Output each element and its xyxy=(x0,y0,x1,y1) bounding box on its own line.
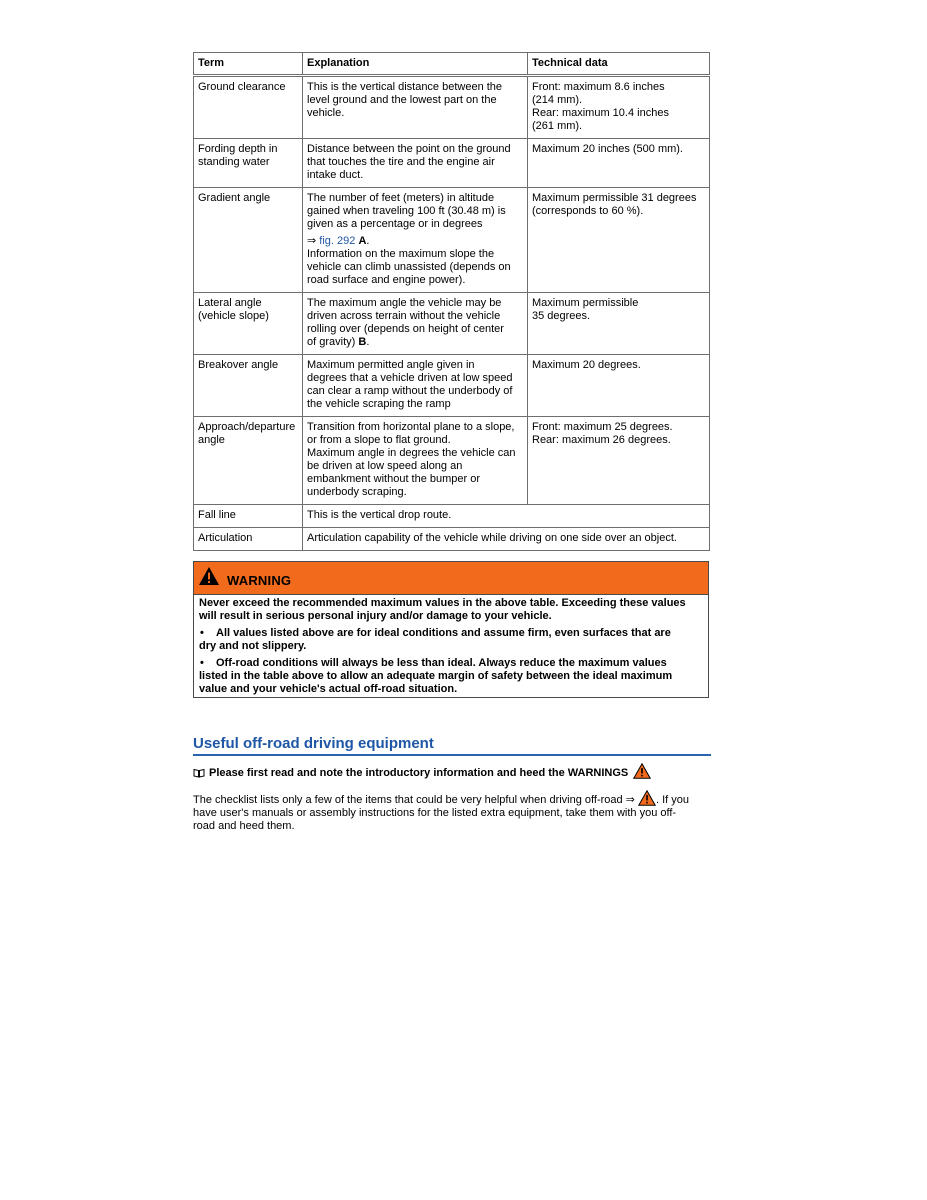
explanation-line: Transition from horizontal plane to a slope, xyxy=(307,421,515,433)
technical-data-cell xyxy=(528,355,710,417)
warning-intro-line: Never exceed the recommended maximum values in the above table. Exceeding these values xyxy=(199,597,686,609)
explanation-line: can clear a ramp without the underbody of xyxy=(307,385,513,397)
explanation-line: The maximum angle the vehicle may be xyxy=(307,297,502,309)
figure-ref-end: . xyxy=(366,235,370,247)
explanation-line: gained when traveling 100 ft (30.48 m) is xyxy=(307,205,506,217)
data-line: (261 mm). xyxy=(532,120,583,132)
paragraph-line xyxy=(193,790,711,807)
data-line: Maximum 20 degrees. xyxy=(532,359,641,371)
table-header-row xyxy=(194,53,710,76)
data-line: Maximum permissible xyxy=(532,297,639,309)
warning-bullet xyxy=(199,627,703,653)
term-cell xyxy=(194,293,303,355)
explanation-line xyxy=(307,336,523,349)
explanation-line: intake duct. xyxy=(307,169,364,181)
term-text: Ground clearance xyxy=(198,81,286,93)
explanation-line: vehicle. xyxy=(307,107,345,119)
explanation-line: Maximum angle in degrees the vehicle can xyxy=(307,447,516,459)
figure-reference xyxy=(307,235,523,248)
figure-link[interactable]: fig. 292 xyxy=(319,235,356,247)
term-text: angle xyxy=(198,434,225,446)
technical-data-cell xyxy=(528,76,710,139)
term-cell xyxy=(194,76,303,139)
term-cell xyxy=(194,188,303,293)
explanation-cell xyxy=(303,76,528,139)
term-cell xyxy=(194,417,303,505)
section-heading xyxy=(193,734,711,756)
data-line: (corresponds to 60 %). xyxy=(532,205,644,217)
table-row xyxy=(194,355,710,417)
warning-bullet-text: All values listed above are for ideal conditions and assume firm, even surfaces that are xyxy=(216,627,671,639)
book-icon xyxy=(193,768,205,778)
bullet-symbol: • xyxy=(200,627,204,639)
warning-triangle-icon[interactable] xyxy=(638,790,656,806)
explanation-cell xyxy=(303,188,528,293)
explanation-line: road surface and engine power). xyxy=(307,274,466,286)
warning-intro xyxy=(199,597,703,623)
data-line: Front: maximum 25 degrees. xyxy=(532,421,673,433)
term-text: Breakover angle xyxy=(198,359,279,371)
term-cell xyxy=(194,355,303,417)
technical-data-cell xyxy=(528,188,710,293)
explanation-line: the vehicle scraping the ramp xyxy=(307,398,451,410)
warning-bullet xyxy=(199,657,703,696)
table-row xyxy=(194,417,710,505)
explanation-cell xyxy=(303,505,710,528)
explanation-cell xyxy=(303,293,528,355)
table-row xyxy=(194,505,710,528)
data-line: Rear: maximum 26 degrees. xyxy=(532,434,671,446)
term-cell xyxy=(194,505,303,528)
warning-body xyxy=(194,595,708,696)
term-cell xyxy=(194,528,303,551)
checklist-paragraph xyxy=(193,790,711,833)
data-line: Front: maximum 8.6 inches xyxy=(532,81,665,93)
explanation-cell xyxy=(303,528,710,551)
explanation-line: Distance between the point on the ground xyxy=(307,143,511,155)
term-text: Lateral angle xyxy=(198,297,262,309)
explanation-line: rolling over (depends on height of center xyxy=(307,323,504,335)
technical-data-cell xyxy=(528,293,710,355)
warning-bullet-line xyxy=(199,627,703,640)
explanation-line: This is the vertical distance between the xyxy=(307,81,503,93)
warning-bullet-text: Off-road conditions will always be less than ideal. Always reduce the maximum values xyxy=(216,657,667,669)
term-text: Fording depth in xyxy=(198,143,278,155)
warning-triangle-icon[interactable] xyxy=(633,763,651,779)
explanation-line: Articulation capability of the vehicle while driving on one side over an object. xyxy=(307,532,677,544)
explanation-line: driven across terrain without the vehicle xyxy=(307,310,501,322)
explanation-tail-end: . xyxy=(366,336,370,348)
explanation-line: The number of feet (meters) in altitude xyxy=(307,192,495,204)
explanation-line: be driven at low speed along an xyxy=(307,460,463,472)
explanation-cell xyxy=(303,139,528,188)
table-row xyxy=(194,188,710,293)
reference-arrow: ⇒ xyxy=(307,235,317,247)
explanation-line: degrees that a vehicle driven at low speed xyxy=(307,372,513,384)
intro-note-text: Please first read and note the introductory information and heed the WARNINGS xyxy=(209,767,629,779)
warning-title: WARNING xyxy=(227,573,292,588)
explanation-cell xyxy=(303,417,528,505)
data-line: Maximum 20 inches (500 mm). xyxy=(532,143,683,155)
term-text: (vehicle slope) xyxy=(198,310,269,322)
warning-triangle-icon xyxy=(198,566,220,586)
section-title-text: Useful off-road driving equipment xyxy=(193,735,434,752)
warning-intro-line: will result in serious personal injury and/or damage to your vehicle. xyxy=(199,610,552,622)
explanation-line: or from a slope to flat ground. xyxy=(307,434,451,446)
term-cell xyxy=(194,139,303,188)
data-line: (214 mm). xyxy=(532,94,583,106)
explanation-line: level ground and the lowest part on the xyxy=(307,94,497,106)
header-technical-data: Technical data xyxy=(528,53,710,76)
explanation-line: given as a percentage or in degrees xyxy=(307,218,483,230)
intro-note xyxy=(193,763,713,783)
explanation-line: Information on the maximum slope the xyxy=(307,248,495,260)
paragraph-line: road and heed them. xyxy=(193,820,295,832)
table-row xyxy=(194,139,710,188)
paragraph-line: have user's manuals or assembly instructions for the listed extra equipment, take them with you off- xyxy=(193,807,677,819)
term-text: Gradient angle xyxy=(198,192,271,204)
data-line: Maximum permissible 31 degrees xyxy=(532,192,697,204)
warning-box xyxy=(193,561,709,698)
warning-bullet-line xyxy=(199,657,703,670)
warning-bullet-line: value and your vehicle's actual off-road situation. xyxy=(199,683,458,695)
explanation-line: underbody scraping. xyxy=(307,486,407,498)
explanation-tail-text: of gravity) xyxy=(307,336,359,348)
off-road-terms-table xyxy=(193,52,710,551)
warning-bullet-line: dry and not slippery. xyxy=(199,640,307,652)
data-line: Rear: maximum 10.4 inches xyxy=(532,107,669,119)
term-text: Approach/departure xyxy=(198,421,296,433)
data-line: 35 degrees. xyxy=(532,310,591,322)
figure-letter: A xyxy=(358,235,367,247)
table-row xyxy=(194,528,710,551)
explanation-line: vehicle can climb unassisted (depends on xyxy=(307,261,511,273)
term-text: standing water xyxy=(198,156,270,168)
table-row xyxy=(194,76,710,139)
explanation-line: Maximum permitted angle given in xyxy=(307,359,475,371)
explanation-cell xyxy=(303,355,528,417)
warning-bullet-line: listed in the table above to allow an adequate margin of safety between the ideal maximum xyxy=(199,670,673,682)
term-text: Fall line xyxy=(198,509,236,521)
technical-data-cell xyxy=(528,417,710,505)
header-term: Term xyxy=(194,53,303,76)
paragraph-text: The checklist lists only a few of the items that could be very helpful when driving off-road ⇒ xyxy=(193,794,638,806)
figure-letter: B xyxy=(358,336,367,348)
table-row xyxy=(194,293,710,355)
explanation-line: This is the vertical drop route. xyxy=(307,509,452,521)
warning-header xyxy=(194,562,708,595)
bullet-symbol: • xyxy=(200,657,204,669)
explanation-line: that touches the tire and the engine air xyxy=(307,156,495,168)
technical-data-cell xyxy=(528,139,710,188)
explanation-line: embankment without the bumper or xyxy=(307,473,481,485)
header-explanation: Explanation xyxy=(303,53,528,76)
paragraph-text: . If you xyxy=(655,794,689,806)
term-text: Articulation xyxy=(198,532,253,544)
